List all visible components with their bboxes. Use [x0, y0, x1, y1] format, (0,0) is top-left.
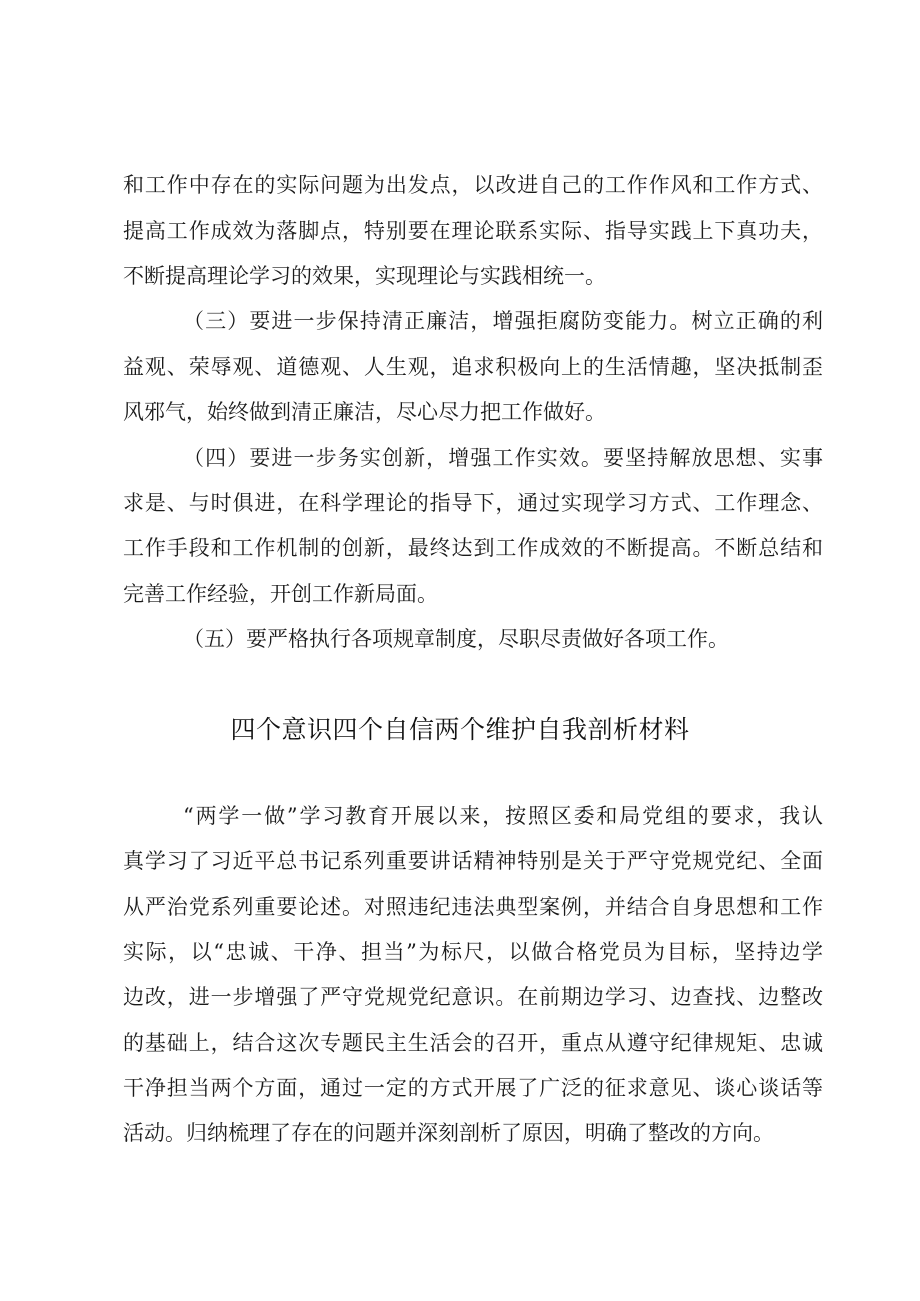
paragraph-line: 风邪气，始终做到清正廉洁，尽心尽力把工作做好。: [123, 400, 606, 424]
paragraph-line: 求是、与时俱进，在科学理论的指导下，通过实现学习方式、工作理念、: [123, 491, 823, 515]
paragraph-line: 不断提高理论学习的效果，实现理论与实践相统一。: [123, 264, 606, 288]
paragraph-line: 完善工作经验，开创工作新局面。: [123, 582, 438, 606]
paragraph-line: （五）要严格执行各项规章制度，尽职尽责做好各项工作。: [183, 627, 729, 651]
paragraph-line: 的基础上，结合这次专题民主生活会的召开，重点从遵守纪律规矩、忠诚: [123, 1031, 823, 1055]
paragraph-line: 实际，以“忠诚、干净、担当”为标尺，以做合格党员为目标，坚持边学: [123, 940, 823, 964]
paragraph-line: （三）要进一步保持清正廉洁，增强拒腐防变能力。树立正确的利: [183, 309, 823, 333]
paragraph-line: “两学一做”学习教育开展以来，按照区委和局党组的要求，我认: [183, 804, 823, 828]
paragraph-line: 和工作中存在的实际问题为出发点，以改进自己的工作作风和工作方式、: [123, 173, 823, 197]
paragraph-line: 从严治党系列重要论述。对照违纪违法典型案例，并结合自身思想和工作: [123, 895, 823, 919]
document-title: 四个意识四个自信两个维护自我剖析材料: [230, 715, 690, 744]
paragraph-line: 边改，进一步增强了严守党规党纪意识。在前期边学习、边查找、边整改: [123, 985, 823, 1009]
paragraph-line: 工作手段和工作机制的创新，最终达到工作成效的不断提高。不断总结和: [123, 536, 823, 560]
paragraph-line: 益观、荣辱观、道德观、人生观，追求积极向上的生活情趣，坚决抵制歪: [123, 355, 823, 379]
paragraph-line: 干净担当两个方面，通过一定的方式开展了广泛的征求意见、谈心谈话等: [123, 1076, 823, 1100]
paragraph-line: （四）要进一步务实创新，增强工作实效。要坚持解放思想、实事: [183, 446, 823, 470]
paragraph-line: 活动。归纳梳理了存在的问题并深刻剖析了原因，明确了整改的方向。: [123, 1121, 774, 1145]
paragraph-line: 提高工作成效为落脚点，特别要在理论联系实际、指导实践上下真功夫，: [123, 219, 823, 243]
paragraph-line: 真学习了习近平总书记系列重要讲话精神特别是关于严守党规党纪、全面: [123, 849, 823, 873]
